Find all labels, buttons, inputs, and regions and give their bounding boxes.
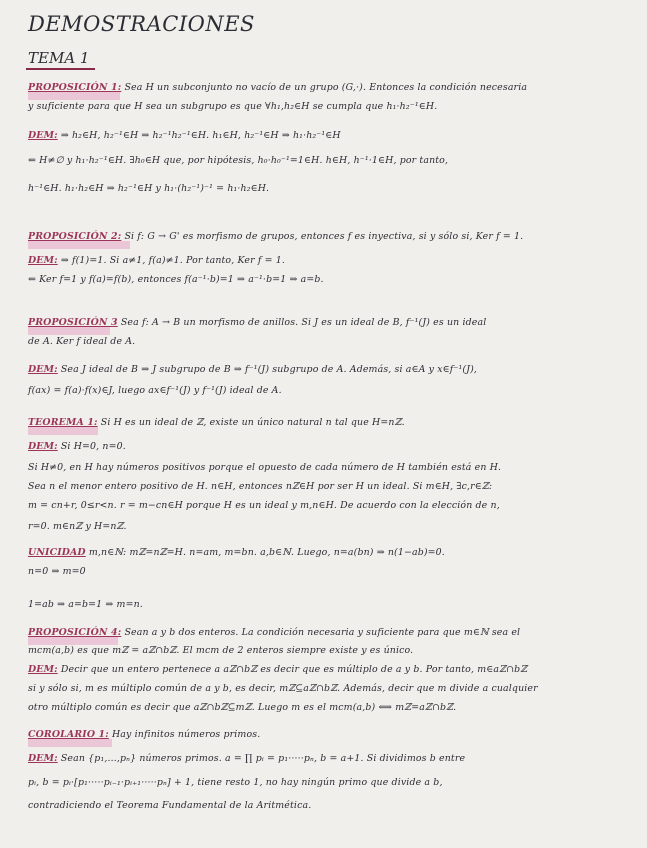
note-line-c1-l4 <box>28 800 311 811</box>
line-text: ⇒ f(1)=1. Si a≠1, f(a)≠1. Por tanto, Ker f = 1. <box>57 255 285 266</box>
note-line-p3-l4 <box>28 385 282 396</box>
line-text: de A. Ker f ideal de A. <box>28 336 136 347</box>
note-line-p4-l5 <box>28 702 456 713</box>
note-line-p1-l2 <box>28 101 437 112</box>
line-text: Hay infinitos números primos. <box>108 729 261 740</box>
note-line-t1-l8 <box>28 566 86 577</box>
line-text: pᵢ, b = pᵢ·[p₁·····pᵢ₋₁·pᵢ₊₁·····pₙ] + 1, tiene resto 1, no hay ningún primo que divide a b, <box>28 777 443 788</box>
highlight-bar <box>28 327 110 335</box>
section-heading: TEMA 1 <box>28 49 90 67</box>
line-text: contradiciendo el Teorema Fundamental de la Aritmética. <box>28 800 312 811</box>
note-line-p3-dem <box>28 364 477 375</box>
line-text: Sea J ideal de B ⇒ J subgrupo de B ⇒ f⁻¹(J) subgrupo de A. Además, si a∈A y x∈f⁻¹(J), <box>57 364 478 375</box>
line-text: Sean a y b dos enteros. La condición necesaria y suficiente para que m∈ℕ sea el <box>121 627 521 638</box>
line-label: TEOREMA 1: <box>28 417 98 428</box>
line-text: ⇐ H≠∅ y h₁·h₂⁻¹∈H. ∃h₀∈H que, por hipótesis, h₀·h₀⁻¹=1∈H. h∈H, h⁻¹·1∈H, por tanto, <box>28 155 449 166</box>
line-text: ⇒ h₂∈H, h₂⁻¹∈H ⇒ h₂⁻¹h₂⁻¹∈H. h₁∈H, h₂⁻¹∈H ⇒ h₁·h₂⁻¹∈H <box>57 130 341 141</box>
note-line-t1-uni <box>28 547 445 558</box>
line-label: DEM: <box>28 130 58 141</box>
line-text: n=0 ⇒ m=0 <box>28 566 86 577</box>
line-text: Sea n el menor entero positivo de H. n∈H, entonces nℤ∈H por ser H un ideal. Si m∈H, ∃c,r∈ℤ: <box>28 481 493 492</box>
note-line-t1-l4 <box>28 481 492 492</box>
line-text: m,n∈ℕ: mℤ=nℤ=H. n=am, m=bn. a,b∈ℕ. Luego, n=a(bn) ⇒ n(1−ab)=0. <box>85 547 445 558</box>
line-text: r=0. m∈nℤ y H=nℤ. <box>28 521 127 532</box>
note-line-c1-dem <box>28 753 465 764</box>
line-text: Si H es un ideal de ℤ, existe un único natural n tal que H=nℤ. <box>97 417 405 428</box>
highlight-bar <box>28 241 130 249</box>
line-text: mcm(a,b) es que mℤ = aℤ∩bℤ. El mcm de 2 enteros siempre existe y es único. <box>28 645 414 656</box>
highlight-bar <box>28 92 120 100</box>
line-label: DEM: <box>28 753 58 764</box>
page-title: DEMOSTRACIONES <box>28 12 255 36</box>
note-line-p2-head <box>28 231 523 242</box>
line-label: PROPOSICIÓN 1: <box>28 82 122 93</box>
line-text: Sea H un subconjunto no vacío de un grupo (G,·). Entonces la condición necesaria <box>121 82 528 93</box>
line-label: PROPOSICIÓN 2: <box>28 231 122 242</box>
line-text: Sean {p₁,...,pₙ} números primos. a = ∏ pᵢ = p₁·····pₙ, b = a+1. Si dividimos b entre <box>57 753 466 764</box>
line-label: PROPOSICIÓN 3 <box>28 317 118 328</box>
note-line-t1-l5 <box>28 500 500 511</box>
note-line-p3-head <box>28 317 486 328</box>
line-text: m = cn+r, 0≤r<n. r = m−cn∈H porque H es un ideal y m,n∈H. De acuerdo con la elección de n, <box>28 500 500 511</box>
line-text: si y sólo si, m es múltiplo común de a y b, es decir, mℤ⊆aℤ∩bℤ. Además, decir que m divide a cualquier <box>28 683 538 694</box>
line-text: ⇐ Ker f=1 y f(a)=f(b), entonces f(a⁻¹·b)=1 ⇒ a⁻¹·b=1 ⇒ a=b. <box>28 274 324 285</box>
note-line-t1-l6 <box>28 521 127 532</box>
note-line-p4-l2 <box>28 645 413 656</box>
line-text: Si H=0, n=0. <box>57 441 126 452</box>
line-label: PROPOSICIÓN 4: <box>28 627 122 638</box>
note-line-p2-l3 <box>28 274 324 285</box>
line-label: COROLARIO 1: <box>28 729 109 740</box>
line-text: Si f: G → G' es morfismo de grupos, entonces f es inyectiva, si y sólo si, Ker f = 1. <box>121 231 524 242</box>
note-line-p2-dem <box>28 255 285 266</box>
note-line-t1-head <box>28 417 405 428</box>
line-text: Sea f: A → B un morfismo de anillos. Si J es un ideal de B, f⁻¹(J) es un ideal <box>117 317 487 328</box>
note-line-c1-l3 <box>28 777 443 788</box>
line-label: DEM: <box>28 441 58 452</box>
note-line-p1-dem <box>28 130 341 141</box>
line-label: DEM: <box>28 364 58 375</box>
note-line-p4-l4 <box>28 683 538 694</box>
line-text: Decir que un entero pertenece a aℤ∩bℤ es decir que es múltiplo de a y b. Por tanto, m∈aℤ∩bℤ <box>57 664 528 675</box>
note-line-t1-l9 <box>28 599 143 610</box>
note-line-c1-head <box>28 729 260 740</box>
highlight-bar <box>28 637 118 645</box>
line-label: DEM: <box>28 255 58 266</box>
note-line-t1-l3 <box>28 462 501 473</box>
note-line-t1-dem <box>28 441 126 452</box>
note-line-p4-head <box>28 627 520 638</box>
note-line-p1-head <box>28 82 527 93</box>
line-text: 1=ab ⇒ a=b=1 ⇒ m=n. <box>28 599 143 610</box>
line-text: f(ax) = f(a)·f(x)∈J, luego ax∈f⁻¹(J) y f⁻¹(J) ideal de A. <box>28 385 282 396</box>
line-text: Si H≠0, en H hay números positivos porque el opuesto de cada número de H también está en H. <box>28 462 502 473</box>
line-text: otro múltiplo común es decir que aℤ∩bℤ⊆mℤ. Luego m es el mcm(a,b) ⟺ mℤ=aℤ∩bℤ. <box>28 702 457 713</box>
highlight-bar <box>28 427 98 435</box>
note-line-p1-l4 <box>28 155 448 166</box>
line-text: y suficiente para que H sea un subgrupo es que ∀h₁,h₂∈H se cumpla que h₁·h₂⁻¹∈H. <box>28 101 438 112</box>
line-label: DEM: <box>28 664 58 675</box>
line-label: UNICIDAD <box>28 547 86 558</box>
note-line-p4-dem <box>28 664 527 675</box>
line-text: h⁻¹∈H. h₁·h₂∈H ⇒ h₂⁻¹∈H y h₁·(h₂⁻¹)⁻¹ = h₁·h₂∈H. <box>28 183 270 194</box>
note-line-p3-l2 <box>28 336 135 347</box>
note-line-p1-l5 <box>28 183 269 194</box>
highlight-bar <box>28 739 112 747</box>
